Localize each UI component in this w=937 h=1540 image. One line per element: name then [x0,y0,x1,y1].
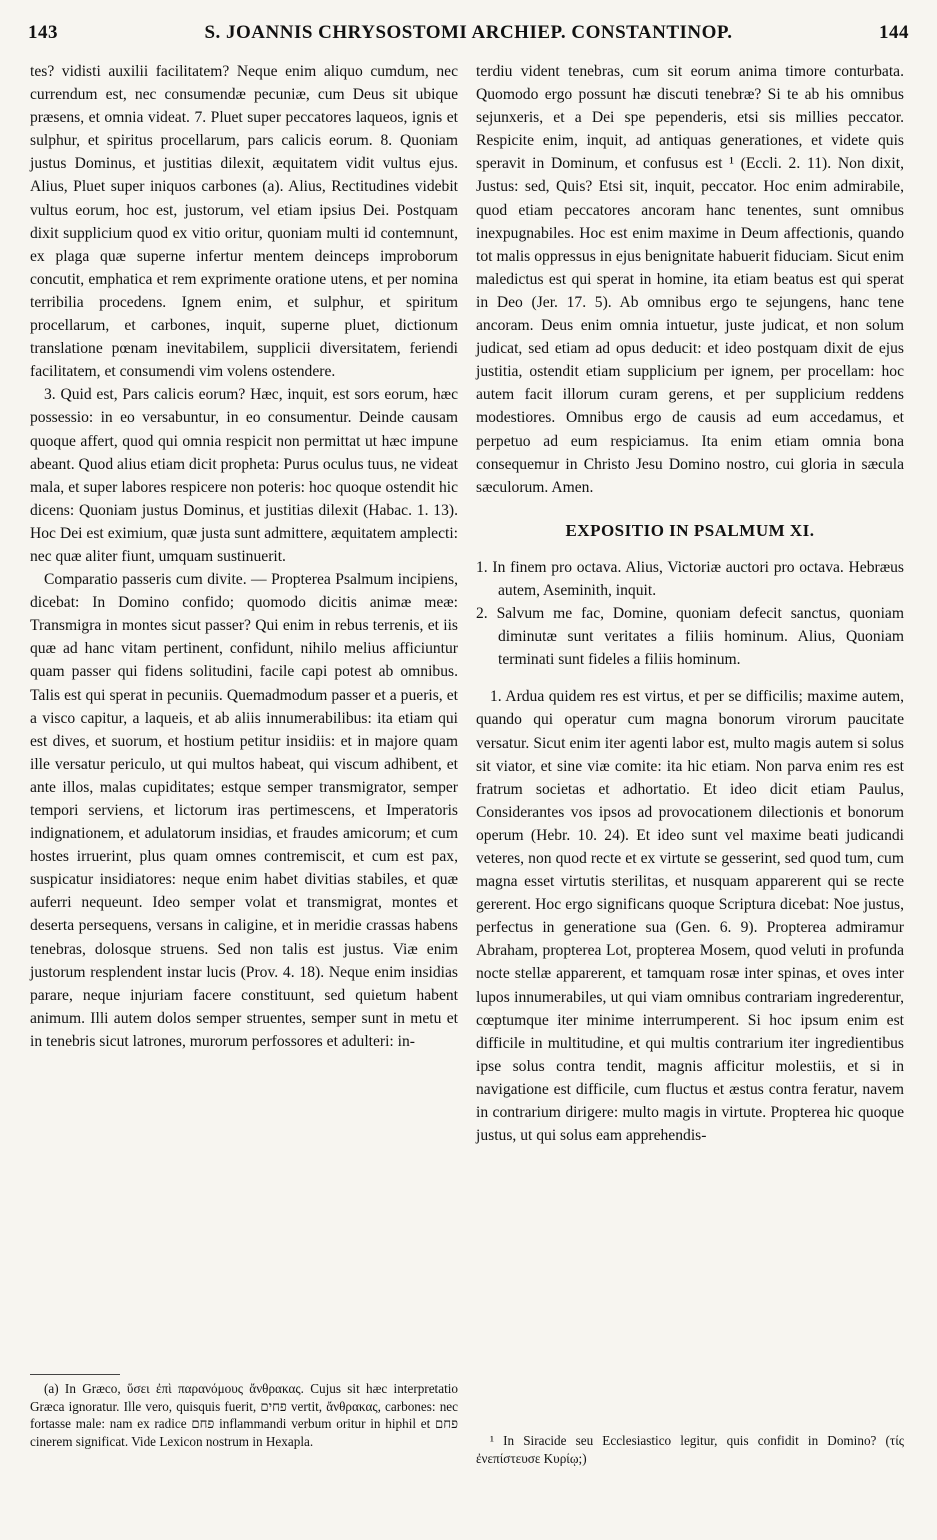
running-title: S. JOANNIS CHRYSOSTOMI ARCHIEP. CONSTANTINOP. [204,22,733,43]
paragraph: 3. Quid est, Pars calicis eorum? Hæc, inquit, est sors eorum, hæc possessio: in eo versabuntur, in eo consumentur. Deinde causam quoque affert, quod qui omnia respicit non permittat ut hæc impune abeant. Quod alius etiam dicit propheta: Purus oculus tuus, ne videat mala, et super labores respicere non poteris: hoc quoque ostendit hic dicens: Quoniam justus Dominus, et justitias dilexit (Habac. 1. 13). Hoc Dei est eximium, quæ justa sunt admittere, æquitatem amplecti: nec quæ aliter fiunt, umquam sustinuerit. [30,386,458,565]
footnote-left [30,1380,458,1450]
page-number-right: 144 [879,22,909,43]
paragraph: 1. Ardua quidem res est virtus, et per se difficilis; maxime autem, quando qui operatur cum magna bonorum virorum paucitate versatur. Sicut enim iter agenti labor est, multo magis autem si solus sit viator, et sine viæ comite: ita hic etiam. Non parva enim res est fratrum societas et adhortatio. Et ideo dicit etiam Paulus, Considerantes vos ipsos ad provocationem dilectionis et bonorum operum (Hebr. 10. 24). Et ideo sunt vel maxime beati judicandi veteres, non quod recte et ex virtute se gesserint, sed quod tum, cum magna esset virtutis sterilitas, et nusquam apparerent qui se recte gererent. Hoc ergo significans quoque Scriptura dicebat: Noe justus, perfectus in generatione sua (Gen. 6. 9). Propterea admiramur Abraham, propterea Lot, propterea Mosem, quod veluti in profunda nocte stellæ apparerent, et tamquam rosæ inter spinas, et oves inter lupos innumerabiles, ut qui viam omnibus contrariam ingrederentur, cœptumque iter minime interrumperent. Si hoc ipsum enim est difficile in multitudine, et qui multis contrarium iter ingredientibus ipse solus contra tendit, magnis afficitur molestiis, et si in navigatione est difficile, cum fluctus et æstus contra feratur, navem in contrarium dirigere: multo magis in virtute. Propterea hic quoque justus, ut qui solus eam apprehendis- [476,688,904,1145]
footnote-right [476,1432,904,1467]
page-number-left: 143 [28,22,58,43]
footnote-text: (a) In Græco, ὕσει ἐπὶ παρανόμους ἄνθρακας. Cujus sit hæc interpretatio Græca ignoratur. Ille vero, quisquis fuerit, פחים vertit, ἄνθρακας, carbones: nec fortasse male: nam ex radice פחם inflammandi verbum oritur in hiphil et פחם cinerem significat. Vide Lexicon nostrum in Hexapla. [30,1381,459,1449]
section-title: EXPOSITIO IN PSALMUM XI. [565,520,815,540]
right-column [476,60,904,1147]
paragraph: tes? vidisti auxilii facilitatem? Neque enim aliquo cumdum, nec currendum est, nec consumendæ pecuniæ, cum Deus sit ubique præsens, et omnia videat. 7. Pluet super peccatores laqueos, ignis et sulphur, et spiritus procellarum, pars calicis eorum. 8. Quoniam justus Dominus, et justitias dilexit, æquitatem vidit vultus ejus. Alius, Pluet super iniquos carbones (a). Alius, Rectitudines videbit vultus eorum, hoc est, justorum, vel etiam ipsius Dei. Postquam dixit supplicium quod ex vitio oritur, quoniam multi id contemnunt, ex plaga quæ superne infertur mentem deinceps improborum concutit, emphatica et rem exprimente oratione utens, et per nomina terribilia procedens. Ignem enim, et sulphur, et spiritum procellarum, et carbones, inquit, superne pluet, dictionum translatione pœnam inevitabilem, supplicii diversitatem, feriendi facilitatem, et consumendi vim volens ostendere. [30,63,458,381]
page-header [28,22,909,50]
paragraph: Comparatio passeris cum divite. — Propterea Psalmum incipiens, dicebat: In Domino confido; quomodo dicitis animæ meæ: Transmigra in montes sicut passer? Qui enim in rebus terrenis, et iis quæ ad hanc vitam pertinent, confidunt, nihilo melius afficiuntur quam passer qui fidens solitudini, facile capi potest ab omnibus. Talis est qui sperat in pecuniis. Quemadmodum passer et a pueris, et a visco capitur, a laqueis, et ab aliis innumerabilibus: ita etiam qui est dives, et suorum, et hostium petitur insidiis: et in majore quam ille versatur periculo, ut qui multos habeat, qui viscum adhibent, et ante illos, malas cupiditates; estque semper transmigrator, semper tempori serviens, et lictorum iras pertimescens, et Imperatoris indignationem, et adulatorum insidias, et fraudes amicorum; et cum hostes irruerint, plus quam omnes contremiscit, et cum est pax, suspicatur insidiatores: neque enim habet divitias stabiles, et quæ auferri nequeunt. Ideo semper volat et transmigrat, montes et deserta persequens, versans in caligine, et in meridie crassas habens tenebras, dolosque struens. Sed non talis est justus. Viæ enim justorum resplendent instar lucis (Prov. 4. 18). Neque enim insidias parare, neque injuriam facere constituunt, sed quietum habent animum. Illi autem dolos semper struentes, semper sunt in metu et in tenebris sicut latrones, murorum perfossores et adulteri: in- [30,571,458,1050]
verse: 2. Salvum me fac, Domine, quoniam defecit sanctus, quoniam diminutæ sunt veritates a filiis hominum. Alius, Quoniam terminati sunt fideles a filiis hominum. [476,605,904,669]
footnote-rule-left [30,1374,120,1375]
left-column [30,60,458,1053]
footnote-text: ¹ In Siracide seu Ecclesiastico legitur, quis confidit in Domino? (τίς ἐνεπίστευσε Κυρίῳ;) [476,1433,904,1466]
psalm-verses [476,556,904,671]
paragraph: terdiu vident tenebras, cum sit eorum anima timore conturbata. Quomodo ergo possunt hæ discuti tenebræ? Si te ab his omnibus sejunxeris, et a Dei spe pependeris, etsi sis millies peccator. Respicite enim, inquit, ad antiquas generationes, et videte quis speravit in Dominum, et confusus est ¹ (Eccli. 2. 11). Non dixit, Justus: sed, Quis? Etsi sit, inquit, peccator. Hoc enim admirabile, quod etiam peccatores ancoram hanc tenentes, sunt omnibus inexpugnabiles. Hoc est enim maxime in Deum affectionis, quando tot malis oppressus in ejus benignitate habuerit fiduciam. Sicut enim maledictus est qui sperat in homine, ita etiam beatus est qui sperat in Deo (Jer. 17. 5). Ab omnibus ergo te sejungens, hanc tene ancoram. Deus enim omnia intuetur, juste judicat, et non solum judicat, sed etiam ad opus deducit: et ideo postquam dixit de ejus justitia, ostendit etiam supplicium per ignem, per procellam: hoc autem facit illorum curam gerens, et per supplicium reddens modestiores. Omnibus ergo de causis ad eum accedamus, et perpetuo ad eum respiciamus. Ita enim etiam omnia bona consequemur in Christo Jesu Domino nostro, cui gloria in sæcula sæculorum. Amen. [476,63,904,496]
verse: 1. In finem pro octava. Alius, Victoriæ auctori pro octava. Hebræus autem, Aseminith, inquit. [476,558,904,599]
